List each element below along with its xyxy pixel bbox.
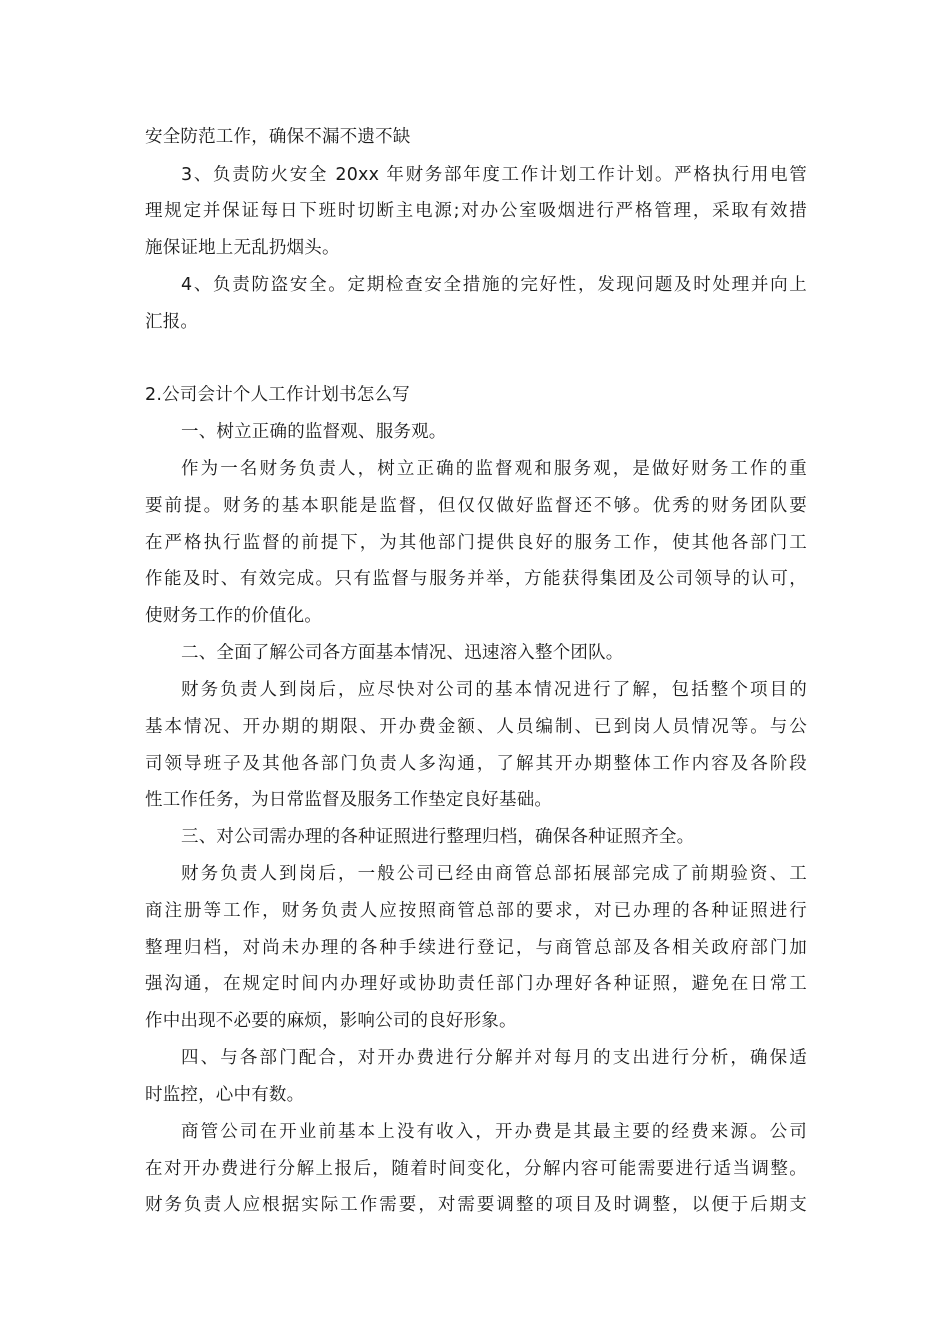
text-line: 财务负责人应根据实际工作需要，对需要调整的项目及时调整，以便于后期支 xyxy=(145,1195,807,1215)
text-line: 在对开办费进行分解上报后，随着时间变化，分解内容可能需要进行适当调整。 xyxy=(145,1159,807,1179)
text-line: 商注册等工作，财务负责人应按照商管总部的要求，对已办理的各种证照进行 xyxy=(145,901,807,921)
section-heading: 2.公司会计个人工作计划书怎么写 xyxy=(145,385,410,405)
text-line: 作中出现不必要的麻烦，影响公司的良好形象。 xyxy=(145,1011,517,1031)
text-line: 一、树立正确的监督观、服务观。 xyxy=(181,422,447,442)
text-line: 司领导班子及其他各部门负责人多沟通，了解其开办期整体工作内容及各阶段 xyxy=(145,754,807,774)
text-line: 性工作任务，为日常监督及服务工作垫定良好基础。 xyxy=(145,790,553,810)
text-line: 整理归档，对尚未办理的各种手续进行登记，与商管总部及各相关政府部门加 xyxy=(145,938,807,958)
text-line: 三、对公司需办理的各种证照进行整理归档，确保各种证照齐全。 xyxy=(181,827,695,847)
text-line: 作能及时、有效完成。只有监督与服务并举，方能获得集团及公司领导的认可， xyxy=(145,569,807,589)
text-line: 时监控，心中有数。 xyxy=(145,1085,305,1105)
text-line: 强沟通，在规定时间内办理好或协助责任部门办理好各种证照，避免在日常工 xyxy=(145,974,807,994)
text-line: 安全防范工作，确保不漏不遗不缺 xyxy=(145,127,411,147)
text-line: 理规定并保证每日下班时切断主电源;对办公室吸烟进行严格管理，采取有效措 xyxy=(145,201,807,221)
text-line: 商管公司在开业前基本上没有收入，开办费是其最主要的经费来源。公司 xyxy=(181,1122,807,1142)
text-line: 汇报。 xyxy=(145,312,199,332)
text-line: 要前提。财务的基本职能是监督，但仅仅做好监督还不够。优秀的财务团队要 xyxy=(145,496,807,516)
text-line: 四、与各部门配合，对开办费进行分解并对每月的支出进行分析，确保适 xyxy=(181,1048,807,1068)
text-line: 财务负责人到岗后，一般公司已经由商管总部拓展部完成了前期验资、工 xyxy=(181,864,807,884)
text-line: 在严格执行监督的前提下，为其他部门提供良好的服务工作，使其他各部门工 xyxy=(145,533,807,553)
text-line: 作为一名财务负责人，树立正确的监督观和服务观，是做好财务工作的重 xyxy=(181,459,807,479)
text-line: 财务负责人到岗后，应尽快对公司的基本情况进行了解，包括整个项目的 xyxy=(181,680,807,700)
text-line: 施保证地上无乱扔烟头。 xyxy=(145,238,340,258)
text-line: 3、负责防火安全 20xx 年财务部年度工作计划工作计划。严格执行用电管 xyxy=(181,165,807,185)
text-line: 4、负责防盗安全。定期检查安全措施的完好性，发现问题及时处理并向上 xyxy=(181,275,807,295)
text-line: 基本情况、开办期的期限、开办费金额、人员编制、已到岗人员情况等。与公 xyxy=(145,717,807,737)
text-line: 二、全面了解公司各方面基本情况、迅速溶入整个团队。 xyxy=(181,643,624,663)
text-line: 使财务工作的价值化。 xyxy=(145,606,322,626)
